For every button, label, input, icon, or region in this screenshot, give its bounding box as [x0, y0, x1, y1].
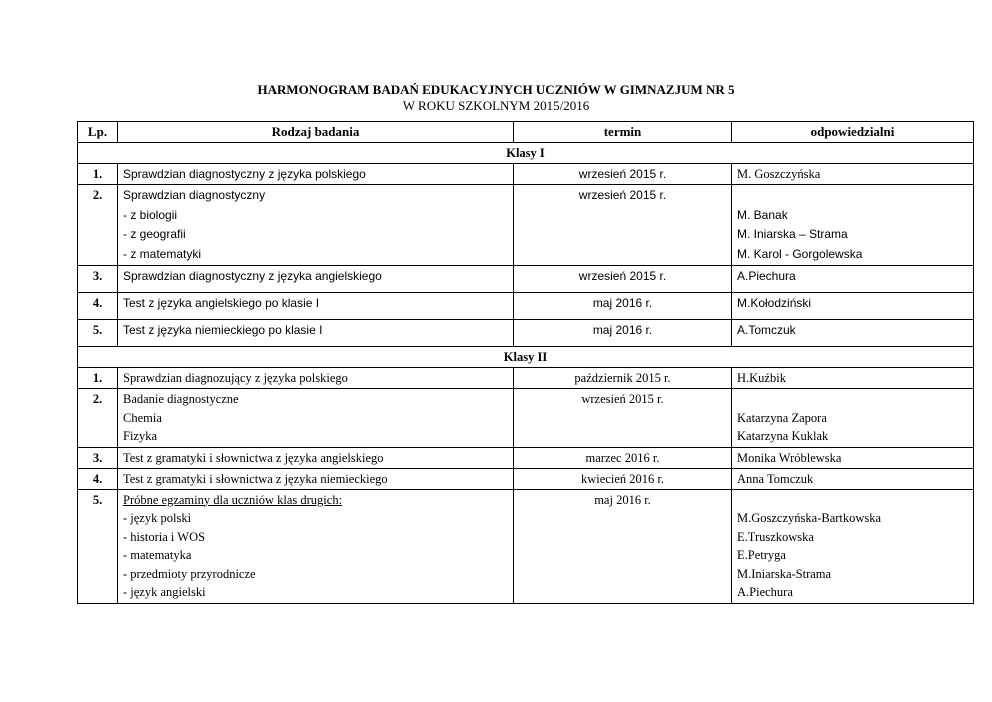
table-row [78, 293, 974, 320]
schedule-table [77, 121, 974, 604]
section-title: Klasy II [78, 347, 974, 368]
exam-subject: - przedmioty przyrodnicze [123, 566, 256, 581]
responsible: M.Goszczyńska-Bartkowska [737, 511, 882, 525]
exam-term: wrzesień 2015 r. [514, 185, 732, 266]
exam-name: Test z języka angielskiego po klasie I [118, 293, 514, 320]
responsible: Katarzyna Zapora [737, 410, 827, 425]
responsible: A.Piechura [737, 585, 793, 599]
exam-name: Sprawdzian diagnostyczny [123, 188, 266, 202]
exam-term: maj 2016 r. [514, 320, 732, 347]
exam-name: Badanie diagnostyczne [123, 392, 239, 406]
exam-subject: - z biologii [123, 207, 178, 222]
responsible: Katarzyna Kuklak [737, 429, 829, 443]
exam-name: Sprawdzian diagnostyczny z języka angielskiego [118, 266, 514, 293]
exam-name: Sprawdzian diagnostyczny z języka polskiego [118, 164, 514, 185]
responsible: M. Iniarska – Strama [737, 227, 848, 241]
section-title: Klasy I [78, 143, 974, 164]
exam-name-cell [118, 185, 514, 266]
responsible-spacer [737, 186, 968, 206]
page-header [0, 82, 992, 114]
exam-subject: - z geografii [123, 227, 186, 241]
exam-term: wrzesień 2015 r. [514, 389, 732, 448]
section-row [78, 347, 974, 368]
exam-name: Sprawdzian diagnozujący z języka polskiego [118, 368, 514, 389]
table-row [78, 368, 974, 389]
responsible: A.Piechura [732, 266, 974, 293]
table-row [78, 389, 974, 448]
exam-name-cell [118, 489, 514, 603]
col-header-term: termin [514, 122, 732, 143]
row-number: 1. [78, 368, 118, 389]
col-header-type: Rodzaj badania [118, 122, 514, 143]
exam-term: wrzesień 2015 r. [514, 266, 732, 293]
row-number: 3. [78, 266, 118, 293]
table-row [78, 447, 974, 468]
col-header-lp: Lp. [78, 122, 118, 143]
responsible: M. Goszczyńska [732, 164, 974, 185]
table-row [78, 489, 974, 603]
exam-term: październik 2015 r. [514, 368, 732, 389]
exam-subject: - język angielski [123, 585, 206, 599]
responsible: A.Tomczuk [732, 320, 974, 347]
responsible: E.Petryga [737, 548, 786, 562]
exam-subject: - historia i WOS [123, 529, 206, 544]
row-number: 2. [78, 185, 118, 266]
page-title: HARMONOGRAM BADAŃ EDUKACYJNYCH UCZNIÓW W GIMNAZJUM NR 5 [257, 82, 735, 97]
table-row [78, 320, 974, 347]
row-number: 5. [78, 489, 118, 603]
responsible: M. Karol - Gorgolewska [737, 246, 863, 261]
responsible: M. Banak [737, 207, 788, 222]
exam-term: wrzesień 2015 r. [514, 164, 732, 185]
exam-name: Test z języka niemieckiego po klasie I [118, 320, 514, 347]
header-row [78, 122, 974, 143]
row-number: 3. [78, 447, 118, 468]
responsible-spacer [737, 491, 968, 510]
table-row [78, 266, 974, 293]
exam-term: maj 2016 r. [514, 293, 732, 320]
responsible-cell [732, 185, 974, 266]
responsible-spacer [737, 390, 968, 409]
exam-name: Próbne egzaminy dla uczniów klas drugich: [123, 492, 343, 507]
section-row [78, 143, 974, 164]
responsible: E.Truszkowska [737, 529, 814, 544]
exam-name: Test z gramatyki i słownictwa z języka angielskiego [118, 447, 514, 468]
responsible: M.Iniarska-Strama [737, 566, 832, 581]
responsible: Monika Wróblewska [732, 447, 974, 468]
exam-term: marzec 2016 r. [514, 447, 732, 468]
responsible-cell [732, 389, 974, 448]
exam-name: Test z gramatyki i słownictwa z języka niemieckiego [118, 468, 514, 489]
table-row [78, 185, 974, 266]
table-row [78, 164, 974, 185]
col-header-responsible: odpowiedzialni [732, 122, 974, 143]
responsible: M.Kołodziński [732, 293, 974, 320]
exam-term: kwiecień 2016 r. [514, 468, 732, 489]
exam-subject: - język polski [123, 511, 192, 525]
row-number: 2. [78, 389, 118, 448]
exam-term: maj 2016 r. [514, 489, 732, 603]
exam-subject: Chemia [123, 410, 162, 425]
row-number: 4. [78, 468, 118, 489]
table-row [78, 468, 974, 489]
responsible-cell [732, 489, 974, 603]
exam-name-cell [118, 389, 514, 448]
exam-subject: - z matematyki [123, 246, 202, 261]
page-subtitle: W ROKU SZKOLNYM 2015/2016 [402, 98, 590, 113]
responsible: H.Kuźbik [732, 368, 974, 389]
row-number: 5. [78, 320, 118, 347]
row-number: 4. [78, 293, 118, 320]
row-number: 1. [78, 164, 118, 185]
exam-subject: - matematyka [123, 548, 192, 562]
responsible: Anna Tomczuk [732, 468, 974, 489]
exam-subject: Fizyka [123, 429, 158, 443]
